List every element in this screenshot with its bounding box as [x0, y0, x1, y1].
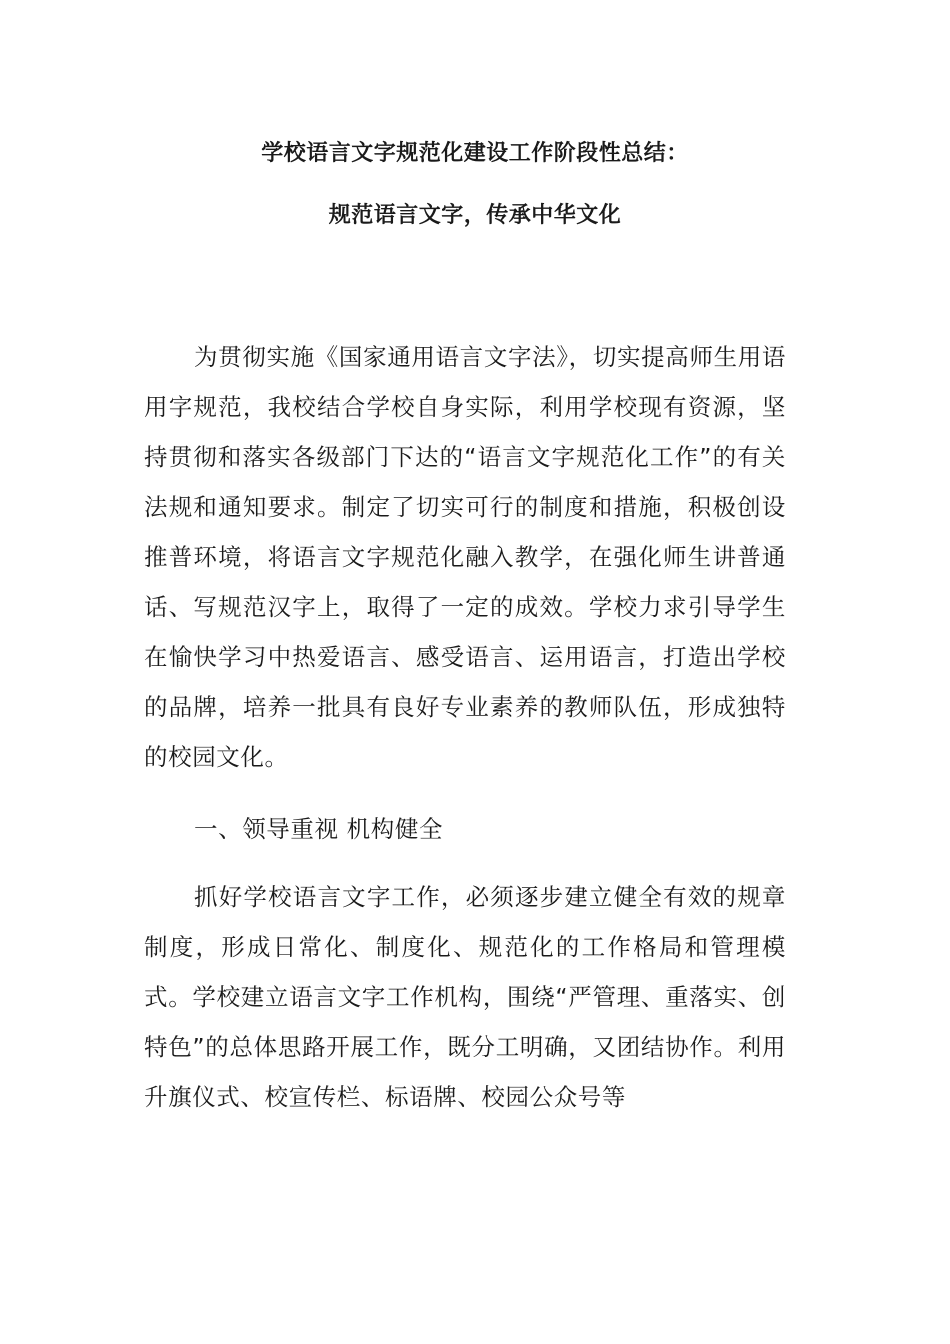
intro-paragraph: 为贯彻实施《国家通用语言文字法》，切实提高师生用语用字规范，我校结合学校自身实际，利用学校现有资源，坚持贯彻和落实各级部门下达的“语言文字规范化工作”的有关法规和通知要求。制定了切实可行的制度和措施，积极创设推普环境，将语言文字规范化融入教学，在强化师生讲普通话、写规范汉字上，取得了一定的成效。学校力求引导学生在愉快学习中热爱语言、感受语言、运用语言，打造出学校的品牌，培养一批具有良好专业素养的教师队伍，形成独特的校园文化。: [144, 343, 786, 771]
section-paragraph: 抓好学校语言文字工作，必须逐步建立健全有效的规章制度，形成日常化、制度化、规范化的工作格局和管理模式。学校建立语言文字工作机构，围绕“严管理、重落实、创特色”的总体思路开展工作，既分工明确，又团结协作。利用升旗仪式、校宣传栏、标语牌、校园公众号等: [144, 883, 786, 1111]
document-title: 学校语言文字规范化建设工作阶段性总结：: [261, 141, 689, 166]
section-heading: 一、领导重视 机构健全: [194, 815, 444, 843]
document-subtitle: 规范语言文字，传承中华文化: [328, 203, 622, 228]
